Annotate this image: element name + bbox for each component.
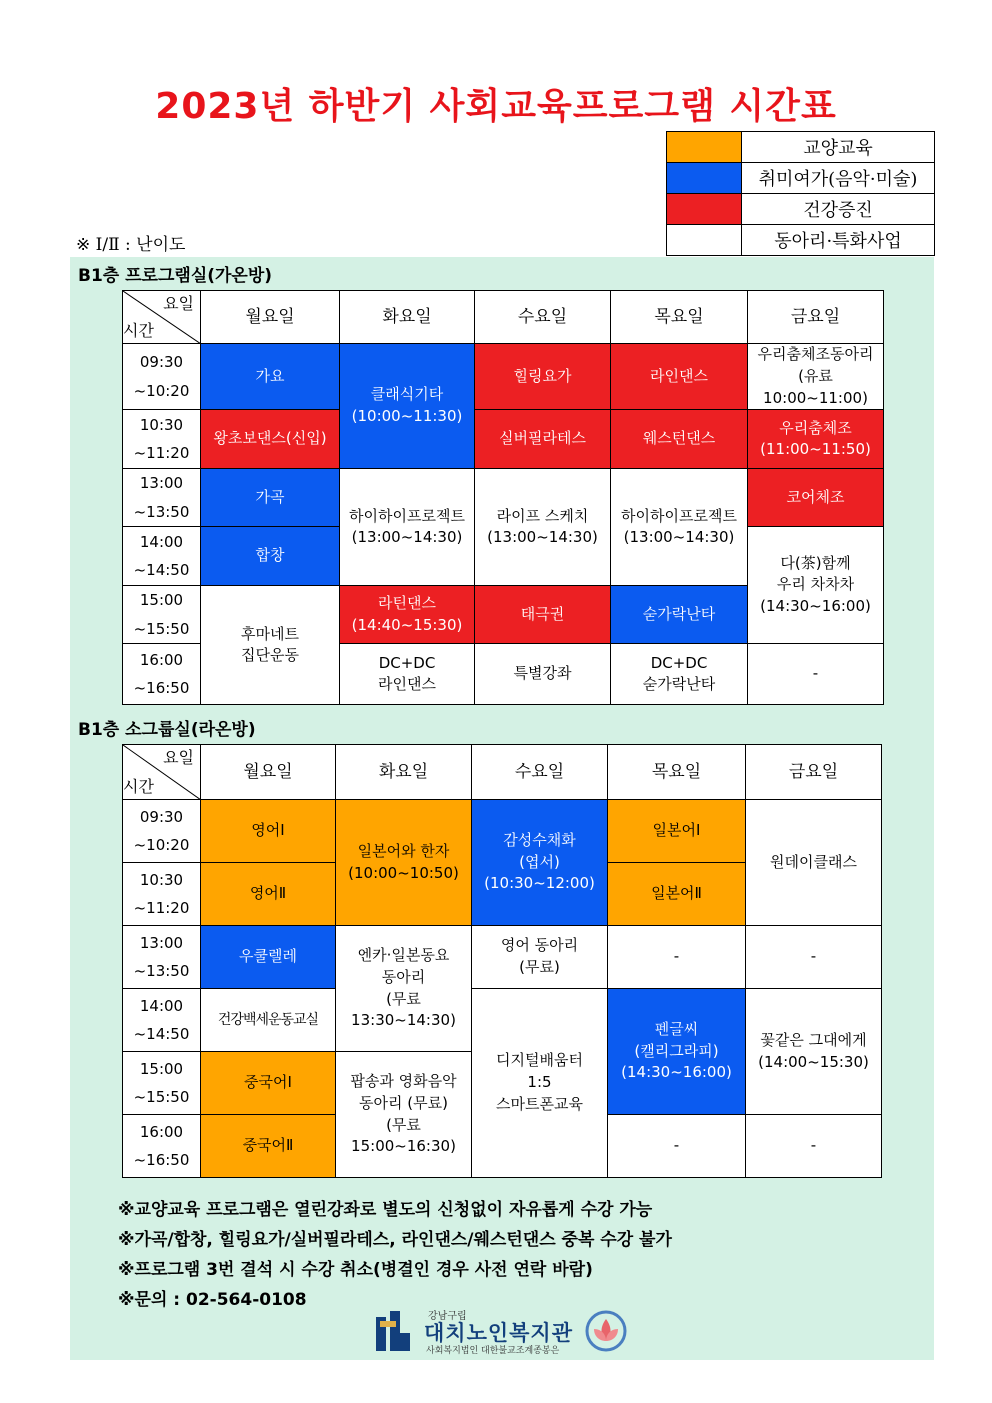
program-cell: 우쿨렐레 <box>201 926 336 989</box>
time-slot: 13:00 ~13:50 <box>123 926 201 989</box>
legend-label: 건강증진 <box>742 194 935 225</box>
header-corner <box>123 291 201 344</box>
program-cell: 중국어Ⅰ <box>201 1052 336 1115</box>
legend-label: 동아리·특화사업 <box>742 225 935 256</box>
program-cell: 꽃같은 그대에게 (14:00~15:30) <box>746 989 882 1115</box>
legend-row <box>667 225 935 256</box>
program-cell: - <box>608 926 746 989</box>
color-legend <box>666 131 935 256</box>
logo-top-text: 강남구립 <box>428 1311 467 1322</box>
legend-swatch-white <box>667 225 742 256</box>
time-slot: 16:00 ~16:50 <box>123 1115 201 1178</box>
program-cell: DC+DC 라인댄스 <box>340 644 475 705</box>
program-cell: 가곡 <box>201 469 340 527</box>
program-cell: 일본어와 한자 (10:00~10:50) <box>336 800 472 926</box>
header-day: 수요일 <box>475 291 611 344</box>
program-cell: 실버필라테스 <box>475 410 611 469</box>
program-cell: 힐링요가 <box>475 344 611 410</box>
time-slot: 15:00 ~15:50 <box>123 586 201 644</box>
program-cell: 웨스턴댄스 <box>611 410 748 469</box>
header-day: 목요일 <box>611 291 748 344</box>
program-cell: 하이하이프로젝트 (13:00~14:30) <box>611 469 748 586</box>
legend-row <box>667 132 935 163</box>
time-slot: 09:30 ~10:20 <box>123 344 201 410</box>
program-cell: 특별강좌 <box>475 644 611 705</box>
legend-swatch-orange <box>667 132 742 163</box>
header-day: 화요일 <box>340 291 475 344</box>
header-day: 수요일 <box>472 745 608 800</box>
legend-label: 취미여가(음악·미술) <box>742 163 935 194</box>
header-day: 월요일 <box>201 745 336 800</box>
time-slot: 10:30 ~11:20 <box>123 863 201 926</box>
program-cell: 중국어Ⅱ <box>201 1115 336 1178</box>
header-time-label: 시간 <box>123 776 154 796</box>
header-day-label: 요일 <box>163 294 194 313</box>
time-slot: 13:00 ~13:50 <box>123 469 201 527</box>
schedule-table-gaon <box>122 290 884 705</box>
program-cell: 건강백세운동교실 <box>201 989 336 1052</box>
organization-logo <box>370 1305 630 1357</box>
schedule-table-raon <box>122 744 882 1178</box>
logo-mark-icon <box>370 1307 420 1357</box>
header-time-label: 시간 <box>123 320 154 340</box>
program-cell: 클래식기타 (10:00~11:30) <box>340 344 475 469</box>
program-cell: 디지털배움터 1:5 스마트폰교육 <box>472 989 608 1178</box>
program-cell: 라인댄스 <box>611 344 748 410</box>
program-cell: - <box>746 926 882 989</box>
header-day: 금요일 <box>748 291 884 344</box>
program-cell: 라이프 스케치 (13:00~14:30) <box>475 469 611 586</box>
note-line: ※프로그램 3번 결석 시 수강 취소(병결인 경우 사전 연락 바람) <box>118 1260 593 1280</box>
program-cell: 영어 동아리 (무료) <box>472 926 608 989</box>
header-day: 월요일 <box>201 291 340 344</box>
time-slot: 15:00 ~15:50 <box>123 1052 201 1115</box>
lotus-emblem-icon <box>584 1309 628 1353</box>
program-cell: 코어체조 <box>748 469 884 527</box>
program-cell: 팝송과 영화음악 동아리 (무료) (무료15:00~16:30) <box>336 1052 472 1178</box>
program-cell: 후마네트 집단운동 <box>201 586 340 705</box>
program-cell: 우리춤체조 (11:00~11:50) <box>748 410 884 469</box>
legend-label: 교양교육 <box>742 132 935 163</box>
legend-row <box>667 163 935 194</box>
program-cell: 라틴댄스 (14:40~15:30) <box>340 586 475 644</box>
logo-name: 대치노인복지관 <box>424 1321 574 1345</box>
section-title-raon: B1층 소그룹실(라온방) <box>78 720 256 740</box>
note-line: ※교양교육 프로그램은 열린강좌로 별도의 신청없이 자유롭게 수강 가능 <box>118 1200 653 1220</box>
logo-bottom-text: 사회복지법인 대한불교조계종봉은 <box>426 1346 560 1356</box>
page-title: 2023년 하반기 사회교육프로그램 시간표 <box>155 86 837 127</box>
program-cell: 합창 <box>201 527 340 586</box>
difficulty-note: ※ Ⅰ/Ⅱ : 난이도 <box>76 235 186 255</box>
notes <box>118 1195 672 1315</box>
header-day-label: 요일 <box>163 748 194 767</box>
program-cell: 영어Ⅱ <box>201 863 336 926</box>
time-slot: 14:00 ~14:50 <box>123 527 201 586</box>
header-day: 화요일 <box>336 745 472 800</box>
program-cell: - <box>746 1115 882 1178</box>
program-cell: - <box>748 644 884 705</box>
legend-swatch-blue <box>667 163 742 194</box>
program-cell: 우리춤체조동아리 (유료 10:00~11:00) <box>748 344 884 410</box>
program-cell: 일본어Ⅱ <box>608 863 746 926</box>
program-cell: 왕초보댄스(신입) <box>201 410 340 469</box>
program-cell: - <box>608 1115 746 1178</box>
program-cell: 원데이클래스 <box>746 800 882 926</box>
program-cell: 숟가락난타 <box>611 586 748 644</box>
header-corner <box>123 745 201 800</box>
program-cell: 펜글씨 (캘리그라피) (14:30~16:00) <box>608 989 746 1115</box>
program-cell: 영어Ⅰ <box>201 800 336 863</box>
header-day: 금요일 <box>746 745 882 800</box>
program-cell: 일본어Ⅰ <box>608 800 746 863</box>
time-slot: 16:00 ~16:50 <box>123 644 201 705</box>
program-cell: 가요 <box>201 344 340 410</box>
program-cell: DC+DC 숟가락난타 <box>611 644 748 705</box>
program-cell: 다(茶)함께 우리 차차차 (14:30~16:00) <box>748 527 884 644</box>
program-cell: 하이하이프로젝트 (13:00~14:30) <box>340 469 475 586</box>
note-line contact: ※문의 : 02-564-0108 <box>118 1290 307 1310</box>
note-line: ※가곡/합창, 힐링요가/실버필라테스, 라인댄스/웨스턴댄스 중복 수강 불가 <box>118 1230 672 1250</box>
legend-row <box>667 194 935 225</box>
time-slot: 10:30 ~11:20 <box>123 410 201 469</box>
program-cell: 태극권 <box>475 586 611 644</box>
program-cell: 감성수채화 (엽서) (10:30~12:00) <box>472 800 608 926</box>
program-cell: 엔카·일본동요 동아리 (무료13:30~14:30) <box>336 926 472 1052</box>
time-slot: 14:00 ~14:50 <box>123 989 201 1052</box>
time-slot: 09:30 ~10:20 <box>123 800 201 863</box>
section-title-gaon: B1층 프로그램실(가온방) <box>78 266 273 286</box>
header-day: 목요일 <box>608 745 746 800</box>
legend-swatch-red <box>667 194 742 225</box>
